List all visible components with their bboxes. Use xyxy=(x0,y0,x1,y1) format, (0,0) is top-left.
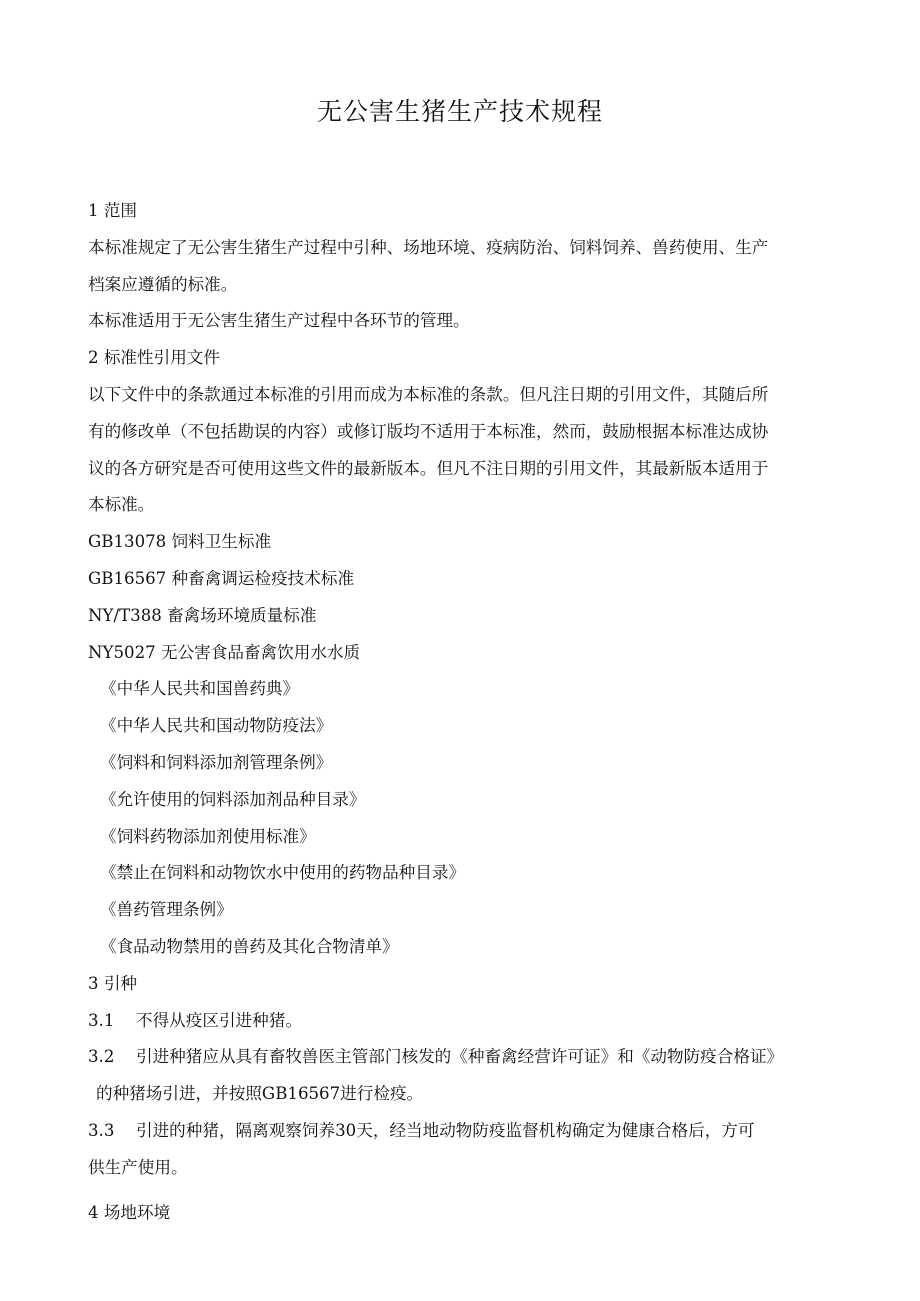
paragraph-line: 本标准。 xyxy=(88,495,155,515)
regulation-item: 《饲料和饲料添加剂管理条例》 xyxy=(100,752,333,772)
clause-continuation: 供生产使用。 xyxy=(88,1157,188,1177)
regulation-item: 《禁止在饲料和动物饮水中使用的药物品种目录》 xyxy=(100,863,466,883)
clause-text: 引进种猪应从具有畜牧兽医主管部门核发的《种畜禽经营许可证》和《动物防疫合格证》 xyxy=(136,1047,784,1067)
paragraph-line: 档案应遵循的标准。 xyxy=(88,274,238,294)
clause-number: 3.1 xyxy=(88,1010,115,1030)
reference-item: NY/T388 畜禽场环境质量标准 xyxy=(88,605,317,625)
clause-text: 不得从疫区引进种猪。 xyxy=(136,1010,302,1030)
reference-item: GB13078 饲料卫生标准 xyxy=(88,532,272,552)
reference-item: GB16567 种畜禽调运检疫技术标准 xyxy=(88,568,355,588)
document-body xyxy=(88,193,840,1231)
regulation-item: 《允许使用的饲料添加剂品种目录》 xyxy=(100,789,366,809)
clause-number: 3.2 xyxy=(88,1047,115,1067)
paragraph-line: 本标准适用于无公害生猪生产过程中各环节的管理。 xyxy=(88,311,470,331)
paragraph-line: 本标准规定了无公害生猪生产过程中引种、场地环境、疫病防治、饲料饲养、兽药使用、生产 xyxy=(88,237,769,257)
regulation-item: 《兽药管理条例》 xyxy=(100,900,233,920)
clause xyxy=(88,1039,840,1076)
paragraph-line: 议的各方研究是否可使用这些文件的最新版本。但凡不注日期的引用文件，其最新版本适用于 xyxy=(88,458,769,478)
reference-item: NY5027 无公害食品畜禽饮用水水质 xyxy=(88,642,361,662)
regulation-item: 《中华人民共和国动物防疫法》 xyxy=(100,716,333,736)
clause-continuation: 的种猪场引进，并按照GB16567进行检疫。 xyxy=(96,1084,424,1104)
section-heading-scope: 1 范围 xyxy=(88,201,138,220)
section-spacer xyxy=(88,1187,840,1195)
clause xyxy=(88,1113,840,1150)
section-heading-introduction-of-breeds: 3 引种 xyxy=(88,973,138,993)
page-title: 无公害生猪生产技术规程 xyxy=(316,97,603,126)
clause xyxy=(88,1003,840,1040)
clause-text: 引进的种猪，隔离观察饲养30天，经当地动物防疫监督机构确定为健康合格后，方可 xyxy=(136,1120,755,1140)
regulation-item: 《食品动物禁用的兽药及其化合物清单》 xyxy=(100,936,399,956)
regulation-item: 《饲料药物添加剂使用标准》 xyxy=(100,826,316,846)
section-heading-normative-references: 2 标准性引用文件 xyxy=(88,348,220,368)
paragraph-line: 以下文件中的条款通过本标准的引用而成为本标准的条款。但凡注日期的引用文件，其随后所 xyxy=(88,384,769,404)
paragraph-line: 有的修改单（不包括勘误的内容）或修订版均不适用于本标准，然而，鼓励根据本标准达成协 xyxy=(88,421,769,441)
clause-number: 3.3 xyxy=(88,1120,115,1140)
section-heading-site-environment: 4 场地环境 xyxy=(88,1202,171,1222)
regulation-item: 《中华人民共和国兽药典》 xyxy=(100,679,300,699)
